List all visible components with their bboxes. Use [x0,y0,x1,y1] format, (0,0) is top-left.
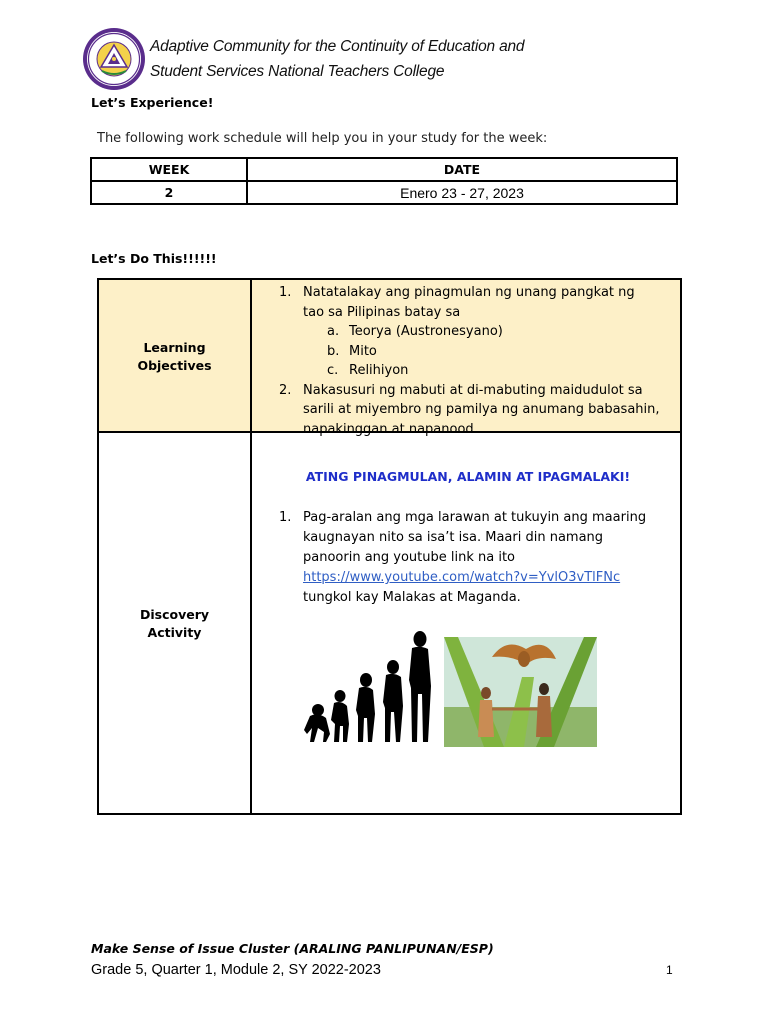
objective-2-line1: Nakasusuri ng mabuti at di-mabuting maidudulot sa [303,382,643,398]
table-cell-date: Enero 23 - 27, 2023 [247,181,677,204]
objective-1-line1: Natatalakay ang pinagmulan ng unang pangkat ng [303,285,635,300]
sub-item-c-letter: c. [327,363,339,378]
table-row [91,181,677,204]
header-title-line1: Adaptive Community for the Continuity of Education and [150,38,525,55]
lesson-table [97,278,682,815]
sub-item-a-letter: a. [327,324,340,339]
table-header-row [91,158,677,181]
footer-grade: Grade 5, Quarter 1, Module 2, SY 2022-2023 [91,962,381,978]
objective-2-line2: sarili at miyembro ng pamilya ng anumang babasahin, [303,402,660,417]
ntc-seal-icon [82,27,146,91]
activity-line3: panoorin ang youtube link na ito [303,550,516,565]
sub-item-b-letter: b. [327,343,340,359]
learning-objectives-label-line2: Objectives [137,358,212,373]
header-title-line2: Student Services National Teachers College [150,63,445,80]
activity-title: ATING PINAGMULAN, ALAMIN AT IPAGMALAKI! [305,469,631,484]
sub-item-c-text: Relihiyon [349,363,409,378]
discovery-activity-label-line1: Discovery [139,607,210,622]
activity-line2: kaugnayan nito sa isa’t isa. Maari din namang [303,530,604,545]
page-number: 1 [666,963,673,977]
objective-1-number: 1. [279,285,292,300]
objective-2-number: 2. [279,382,292,398]
sub-item-a-text: Teorya (Austronesyano) [349,324,503,339]
activity-line1: Pag-aralan ang mga larawan at tukuyin ang maaring [303,510,647,525]
table-cell-week: 2 [91,181,247,204]
footer-cluster: Make Sense of Issue Cluster (ARALING PANLIPUNAN/ESP) [91,941,494,956]
learning-objectives-label [99,339,250,375]
schedule-table [90,157,678,205]
objective-2-line3: napakinggan at napanood. [303,421,478,437]
section-heading-experience: Let’s Experience! [91,95,214,110]
evolution-silhouettes-image [304,630,442,746]
objective-1-line2: tao sa Pilipinas batay sa [303,304,461,320]
table-header-week: WEEK [91,158,247,181]
activity-number: 1. [279,510,292,525]
column-divider [250,280,252,813]
table-header-date: DATE [247,158,677,181]
schedule-intro: The following work schedule will help you in your study for the week: [97,131,548,146]
discovery-activity-label-line2: Activity [147,625,202,640]
discovery-activity-label [99,606,250,642]
youtube-link[interactable]: https://www.youtube.com/watch?v=YvlO3vTlFNc [303,570,621,585]
section-heading-do-this: Let’s Do This!!!!!! [91,251,217,266]
learning-objectives-label-line1: Learning [143,340,206,355]
sub-item-b-text: Mito [349,343,377,359]
malakas-at-maganda-image [444,637,597,747]
activity-line5: tungkol kay Malakas at Maganda. [303,590,521,605]
